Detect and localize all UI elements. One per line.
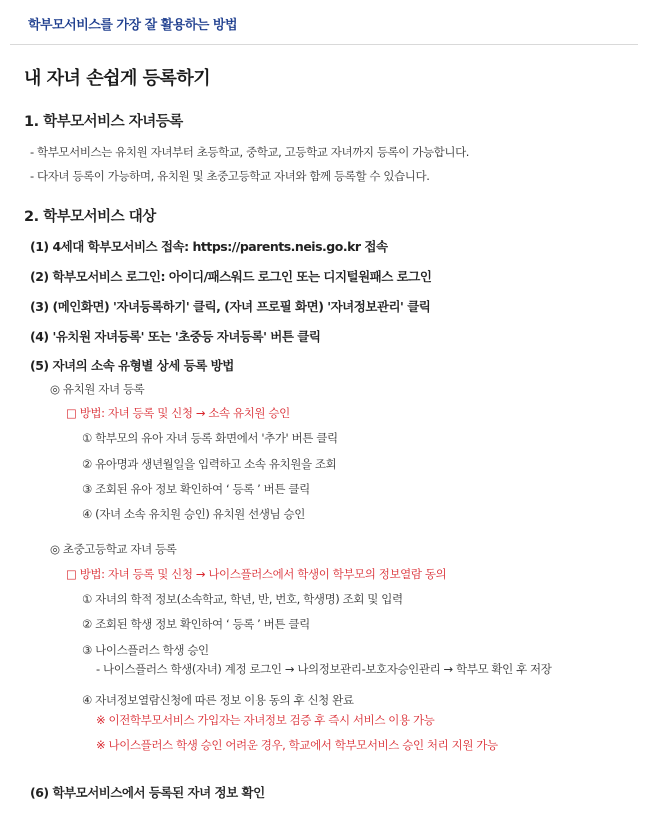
step-5: (5) 자녀의 소속 유형별 상세 등록 방법 <box>30 358 234 373</box>
kindergarten-item-3: ③ 조회된 유아 정보 확인하여 ‘ 등록 ’ 버튼 클릭 <box>82 482 310 496</box>
kindergarten-heading: ◎ 유치원 자녀 등록 <box>50 382 145 396</box>
section1-bullet-2: - 다자녀 등록이 가능하며, 유치원 및 초중고등학교 자녀와 함께 등록할 수 있습니다. <box>30 169 430 183</box>
step-4: (4) '유치원 자녀등록' 또는 '초중등 자녀등록' 버튼 클릭 <box>30 329 321 344</box>
kindergarten-item-4: ④ (자녀 소속 유치원 승인) 유치원 선생님 승인 <box>82 507 305 521</box>
header-divider <box>10 44 638 45</box>
step-2: (2) 학부모서비스 로그인: 아이디/패스워드 로그인 또는 디지털원패스 로그인 <box>30 269 432 284</box>
kindergarten-method: □ 방법: 자녀 등록 및 신청 → 소속 유치원 승인 <box>66 406 290 420</box>
school-item-3: ③ 나이스플러스 학생 승인 <box>82 643 209 657</box>
school-heading: ◎ 초중고등학교 자녀 등록 <box>50 542 177 556</box>
kindergarten-item-1: ① 학부모의 유아 자녀 등록 화면에서 '추가' 버튼 클릭 <box>82 431 338 445</box>
school-note-2: ※ 나이스플러스 학생 승인 어려운 경우, 학교에서 학부모서비스 승인 처리 지원 가능 <box>96 738 498 752</box>
kindergarten-item-2: ② 유아명과 생년월일을 입력하고 소속 유치원을 조회 <box>82 457 337 471</box>
section1-heading: 1. 학부모서비스 자녀등록 <box>24 114 183 130</box>
step-1: (1) 4세대 학부모서비스 접속: https://parents.neis.go.kr 접속 <box>30 239 388 254</box>
school-item-4: ④ 자녀정보열람신청에 따른 정보 이용 동의 후 신청 완료 <box>82 693 354 707</box>
school-item-1: ① 자녀의 학적 정보(소속학교, 학년, 반, 번호, 학생명) 조회 및 입력 <box>82 592 403 606</box>
school-method: □ 방법: 자녀 등록 및 신청 → 나이스플러스에서 학생이 학부모의 정보열람 동의 <box>66 567 447 581</box>
section2-heading: 2. 학부모서비스 대상 <box>24 209 156 225</box>
school-item-2: ② 조회된 학생 정보 확인하여 ‘ 등록 ’ 버튼 클릭 <box>82 617 310 631</box>
page-title: 내 자녀 손쉽게 등록하기 <box>24 68 211 89</box>
school-item-3-detail: - 나이스플러스 학생(자녀) 계정 로그인 → 나의정보관리-보호자승인관리 → 학부모 확인 후 저장 <box>96 662 552 676</box>
section1-bullet-1: - 학부모서비스는 유치원 자녀부터 초등학교, 중학교, 고등학교 자녀까지 등록이 가능합니다. <box>30 145 470 159</box>
step-6: (6) 학부모서비스에서 등록된 자녀 정보 확인 <box>30 785 265 800</box>
step-3: (3) (메인화면) '자녀등록하기' 클릭, (자녀 프로필 화면) '자녀정보관리' 클릭 <box>30 299 431 314</box>
school-note-1: ※ 이전학부모서비스 가입자는 자녀정보 검증 후 즉시 서비스 이용 가능 <box>96 713 435 727</box>
header-title: 학부모서비스를 가장 잘 활용하는 방법 <box>28 18 238 33</box>
